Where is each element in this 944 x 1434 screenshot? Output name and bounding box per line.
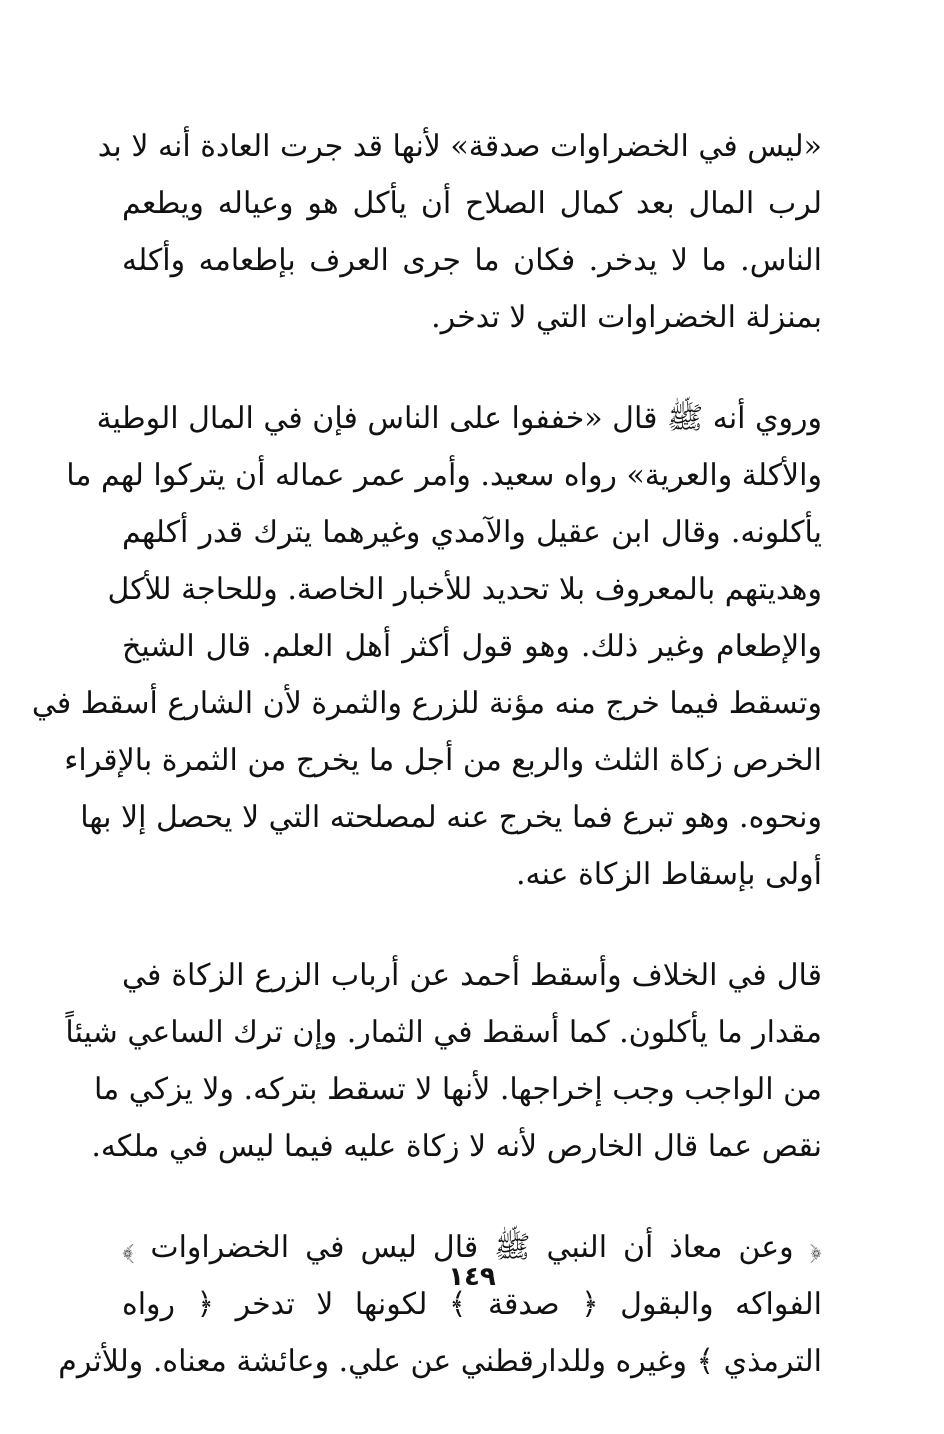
page-number: ١٤٩ [448, 1262, 496, 1292]
text-line: يأكلونه. وقال ابن عقيل والآمدي وغيرهما يترك قدر أكلهم [122, 515, 822, 550]
paragraph-3 [65, 947, 822, 1175]
text-line: أولى بإسقاط الزكاة عنه. [515, 857, 822, 892]
text-line: الفواكه والبقول ﴿ صدقة ﴾ لكونها لا تدخر ﴿ رواه [122, 1287, 822, 1322]
text-line: نقص عما قال الخارص لأنه لا زكاة عليه فيما ليس في ملكه. [91, 1129, 822, 1164]
text-line: وهديتهم بالمعروف بلا تحديد للأخبار الخاصة. وللحاجة للأكل [107, 572, 822, 607]
paragraph-4 [58, 1219, 822, 1390]
paragraph-2 [31, 390, 822, 903]
text-line: «ليس في الخضراوات صدقة» لأنها قد جرت العادة أنه لا بد [97, 129, 822, 164]
text-line: بمنزلة الخضراوات التي لا تدخر. [431, 300, 822, 335]
text-line: ﴿ وعن معاذ أن النبي ﷺ قال ليس في الخضراوات ﴾ [122, 1230, 822, 1265]
paragraph-1 [97, 118, 822, 346]
text-line: لرب المال بعد كمال الصلاح أن يأكل هو وعياله ويطعم [122, 186, 822, 221]
text-line: مقدار ما يأكلون. كما أسقط في الثمار. وإن ترك الساعي شيئاً [65, 1015, 822, 1050]
text-line: ونحوه. وهو تبرع فما يخرج عنه لمصلحته التي لا يحصل إلا بها [80, 800, 822, 835]
text-line: الترمذي ﴾ وغيره وللدارقطني عن علي. وعائشة معناه. وللأثرم [58, 1344, 822, 1379]
page-body [31, 118, 822, 1434]
text-line: والإطعام وغير ذلك. وهو قول أكثر أهل العلم. قال الشيخ [122, 629, 822, 664]
text-line: من الواجب وجب إخراجها. لأنها لا تسقط بتركه. ولا يزكي ما [93, 1072, 822, 1107]
text-line: وروي أنه ﷺ قال «خففوا على الناس فإن في المال الوطية [96, 401, 822, 436]
text-line: الخرص زكاة الثلث والربع من أجل ما يخرج من الثمرة بالإقراء [64, 743, 822, 778]
text-line: الناس. ما لا يدخر. فكان ما جرى العرف بإطعامه وأكله [122, 243, 822, 278]
text-line: وتسقط فيما خرج منه مؤنة للزرع والثمرة لأن الشارع أسقط في [31, 686, 822, 721]
text-line: قال في الخلاف وأسقط أحمد عن أرباب الزرع الزكاة في [122, 958, 822, 993]
text-line: والأكلة والعرية» رواه سعيد. وأمر عمر عماله أن يتركوا لهم ما [66, 458, 822, 493]
